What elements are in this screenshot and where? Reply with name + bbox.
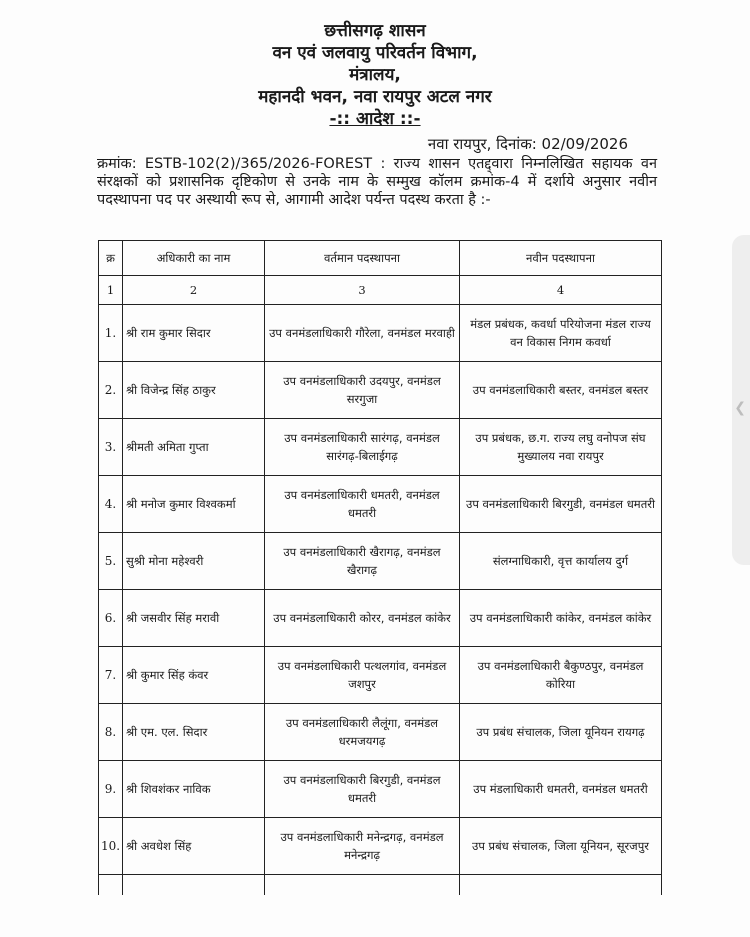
row-sno: 10.	[99, 818, 123, 875]
row-sno: 7.	[99, 647, 123, 704]
row-new-posting: उप वनमंडलाधिकारी कांकेर, वनमंडल कांकेर	[460, 590, 662, 647]
row-sno: 9.	[99, 761, 123, 818]
row-sno: 6.	[99, 590, 123, 647]
row-new-posting: उप प्रबंधक, छ.ग. राज्य लघु वनोपज संघ मुख्यालय नवा रायपुर	[460, 419, 662, 476]
row-new-posting: उप वनमंडलाधिकारी बैकुण्ठपुर, वनमंडल कोरिया	[460, 647, 662, 704]
date-line: नवा रायपुर, दिनांक: 02/09/2026	[427, 135, 628, 153]
header-line-3: मंत्रालय,	[349, 65, 401, 85]
table-row	[99, 419, 662, 476]
col-header-name: अधिकारी का नाम	[123, 241, 265, 276]
row-current-posting: उप वनमंडलाधिकारी लैलूंगा, वनमंडल धरमजयगढ़	[265, 704, 460, 761]
row-sno: 4.	[99, 476, 123, 533]
col-header-new: नवीन पदस्थापना	[460, 241, 662, 276]
chevron-left-icon[interactable]: ❮	[734, 400, 746, 416]
row-current-posting: उप वनमंडलाधिकारी सारंगढ़, वनमंडल सारंगढ़-बिलाईगढ़	[265, 419, 460, 476]
table-row	[99, 647, 662, 704]
col-number-4: 4	[460, 276, 662, 305]
row-officer-name: श्री जसवीर सिंह मरावी	[123, 590, 265, 647]
row-officer-name: श्री शिवशंकर नाविक	[123, 761, 265, 818]
row-officer-name: श्री कुमार सिंह कंवर	[123, 647, 265, 704]
table-row	[99, 362, 662, 419]
row-current-posting: उप वनमंडलाधिकारी मनेन्द्रगढ़, वनमंडल मनेन्द्रगढ़	[265, 818, 460, 875]
row-officer-name: श्रीमती अमिता गुप्ता	[123, 419, 265, 476]
row-officer-name: श्री राम कुमार सिदार	[123, 305, 265, 362]
col-number-1: 1	[99, 276, 123, 305]
row-new-posting: संलग्नाधिकारी, वृत्त कार्यालय दुर्ग	[460, 533, 662, 590]
row-officer-name: श्री विजेन्द्र सिंह ठाकुर	[123, 362, 265, 419]
table-row	[99, 305, 662, 362]
posting-table	[98, 240, 662, 895]
col-number-2: 2	[123, 276, 265, 305]
header-line-1: छत्तीसगढ़ शासन	[324, 21, 426, 41]
table-row	[99, 818, 662, 875]
row-officer-name: सुश्री मोना महेश्वरी	[123, 533, 265, 590]
order-heading: -:: आदेश ::-	[329, 109, 421, 129]
row-sno: 2.	[99, 362, 123, 419]
col-number-3: 3	[265, 276, 460, 305]
row-new-posting: उप वनमंडलाधिकारी बिरगुडी, वनमंडल धमतरी	[460, 476, 662, 533]
row-current-posting: उप वनमंडलाधिकारी गौरेला, वनमंडल मरवाही	[265, 305, 460, 362]
header-line-4: महानदी भवन, नवा रायपुर अटल नगर	[258, 87, 492, 107]
row-new-posting: उप प्रबंध संचालक, जिला यूनियन, सूरजपुर	[460, 818, 662, 875]
table-row	[99, 590, 662, 647]
row-current-posting: उप वनमंडलाधिकारी बिरगुडी, वनमंडल धमतरी	[265, 761, 460, 818]
row-current-posting: उप वनमंडलाधिकारी पत्थलगांव, वनमंडल जशपुर	[265, 647, 460, 704]
row-sno: 8.	[99, 704, 123, 761]
table-header-row	[99, 241, 662, 276]
row-current-posting: उप वनमंडलाधिकारी खैरागढ़, वनमंडल खैरागढ़	[265, 533, 460, 590]
table-row-partial	[99, 875, 662, 896]
row-current-posting: उप वनमंडलाधिकारी धमतरी, वनमंडल धमतरी	[265, 476, 460, 533]
table-row	[99, 761, 662, 818]
row-new-posting: मंडल प्रबंधक, कवर्धा परियोजना मंडल राज्य वन विकास निगम कवर्धा	[460, 305, 662, 362]
column-number-row	[99, 276, 662, 305]
row-officer-name: श्री एम. एल. सिदार	[123, 704, 265, 761]
row-sno: 1.	[99, 305, 123, 362]
row-officer-name: श्री मनोज कुमार विश्वकर्मा	[123, 476, 265, 533]
row-new-posting: उप प्रबंध संचालक, जिला यूनियन रायगढ़	[460, 704, 662, 761]
row-officer-name: श्री अवधेश सिंह	[123, 818, 265, 875]
row-current-posting: उप वनमंडलाधिकारी उदयपुर, वनमंडल सरगुजा	[265, 362, 460, 419]
col-header-sno: क्र	[99, 241, 123, 276]
table-row	[99, 476, 662, 533]
row-sno: 3.	[99, 419, 123, 476]
row-current-posting: उप वनमंडलाधिकारी कोरर, वनमंडल कांकेर	[265, 590, 460, 647]
col-header-current: वर्तमान पदस्थापना	[265, 241, 460, 276]
table-row	[99, 704, 662, 761]
table-row	[99, 533, 662, 590]
row-new-posting: उप वनमंडलाधिकारी बस्तर, वनमंडल बस्तर	[460, 362, 662, 419]
header-line-2: वन एवं जलवायु परिवर्तन विभाग,	[272, 43, 478, 63]
letterhead	[0, 20, 750, 130]
row-new-posting: उप मंडलाधिकारी धमतरी, वनमंडल धमतरी	[460, 761, 662, 818]
order-intro-paragraph: क्रमांक: ESTB-102(2)/365/2026-FOREST : राज्य शासन एतद्द्वारा निम्नलिखित सहायक वन संरक्षकों को प्रशासनिक दृष्टिकोण से उनके नाम के सम्मुख कॉलम क्रमांक-4 में दर्शाये अनुसार नवीन पदस्थापना पद पर अस्थायी रूप से, आगामी आदेश पर्यन्त पदस्थ करता है :-	[97, 156, 657, 208]
row-sno: 5.	[99, 533, 123, 590]
